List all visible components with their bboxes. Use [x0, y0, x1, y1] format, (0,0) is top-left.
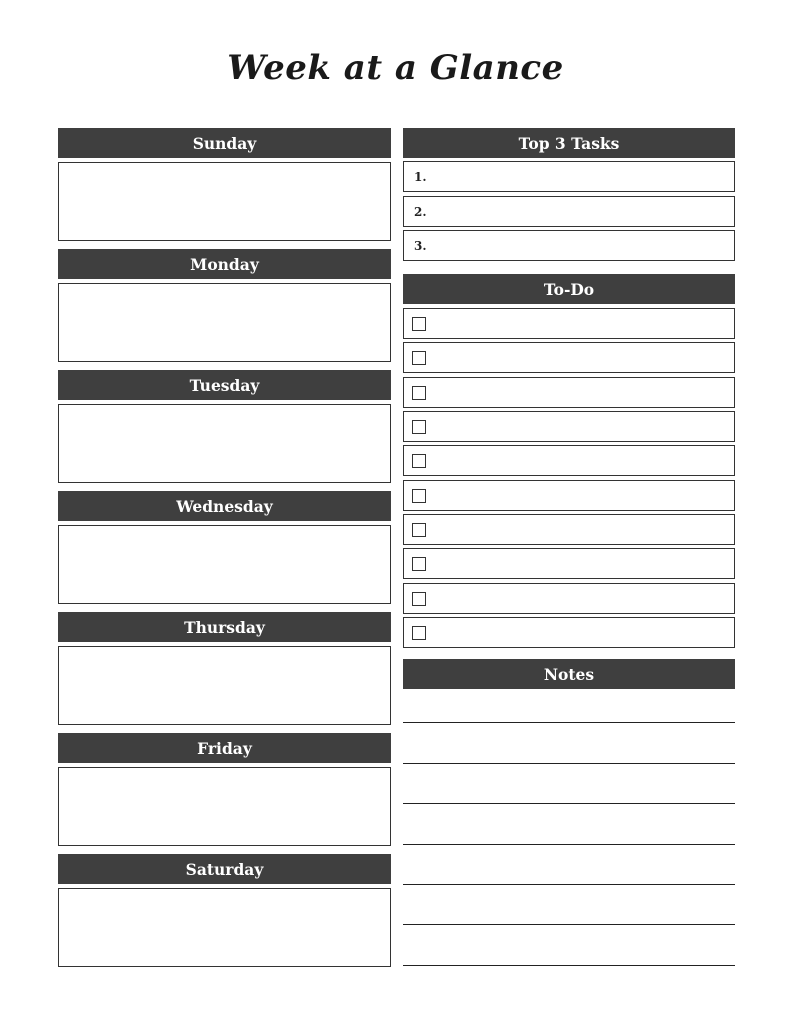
task-number: 1.: [414, 169, 427, 184]
checkbox-icon[interactable]: [412, 489, 426, 503]
todo-item[interactable]: [403, 377, 735, 408]
notes-header: Notes: [403, 659, 735, 689]
todo-item[interactable]: [403, 617, 735, 648]
note-line[interactable]: [403, 844, 735, 845]
task-row-3[interactable]: [403, 230, 735, 261]
todo-item[interactable]: [403, 514, 735, 545]
note-line[interactable]: [403, 965, 735, 966]
day-box-sunday[interactable]: [58, 162, 391, 241]
todo-item[interactable]: [403, 342, 735, 373]
note-line[interactable]: [403, 722, 735, 723]
day-box-saturday[interactable]: [58, 888, 391, 967]
checkbox-icon[interactable]: [412, 523, 426, 537]
task-row-1[interactable]: [403, 161, 735, 192]
note-line[interactable]: [403, 803, 735, 804]
todo-item[interactable]: [403, 548, 735, 579]
page-title: Week at a Glance: [227, 48, 564, 88]
todo-header: To-Do: [403, 274, 735, 304]
note-line[interactable]: [403, 884, 735, 885]
checkbox-icon[interactable]: [412, 592, 426, 606]
note-line[interactable]: [403, 763, 735, 764]
todo-item[interactable]: [403, 480, 735, 511]
task-number: 3.: [414, 238, 427, 253]
day-box-thursday[interactable]: [58, 646, 391, 725]
day-header-tuesday: Tuesday: [58, 370, 391, 400]
day-header-monday: Monday: [58, 249, 391, 279]
checkbox-icon[interactable]: [412, 386, 426, 400]
note-line[interactable]: [403, 924, 735, 925]
todo-item[interactable]: [403, 411, 735, 442]
checkbox-icon[interactable]: [412, 420, 426, 434]
task-row-2[interactable]: [403, 196, 735, 227]
day-box-tuesday[interactable]: [58, 404, 391, 483]
checkbox-icon[interactable]: [412, 557, 426, 571]
day-box-monday[interactable]: [58, 283, 391, 362]
checkbox-icon[interactable]: [412, 454, 426, 468]
day-header-wednesday: Wednesday: [58, 491, 391, 521]
todo-item[interactable]: [403, 308, 735, 339]
checkbox-icon[interactable]: [412, 626, 426, 640]
day-header-saturday: Saturday: [58, 854, 391, 884]
checkbox-icon[interactable]: [412, 317, 426, 331]
checkbox-icon[interactable]: [412, 351, 426, 365]
task-number: 2.: [414, 204, 427, 219]
top-tasks-header: Top 3 Tasks: [403, 128, 735, 158]
day-header-sunday: Sunday: [58, 128, 391, 158]
todo-item[interactable]: [403, 583, 735, 614]
day-box-wednesday[interactable]: [58, 525, 391, 604]
day-header-thursday: Thursday: [58, 612, 391, 642]
day-box-friday[interactable]: [58, 767, 391, 846]
todo-item[interactable]: [403, 445, 735, 476]
day-header-friday: Friday: [58, 733, 391, 763]
